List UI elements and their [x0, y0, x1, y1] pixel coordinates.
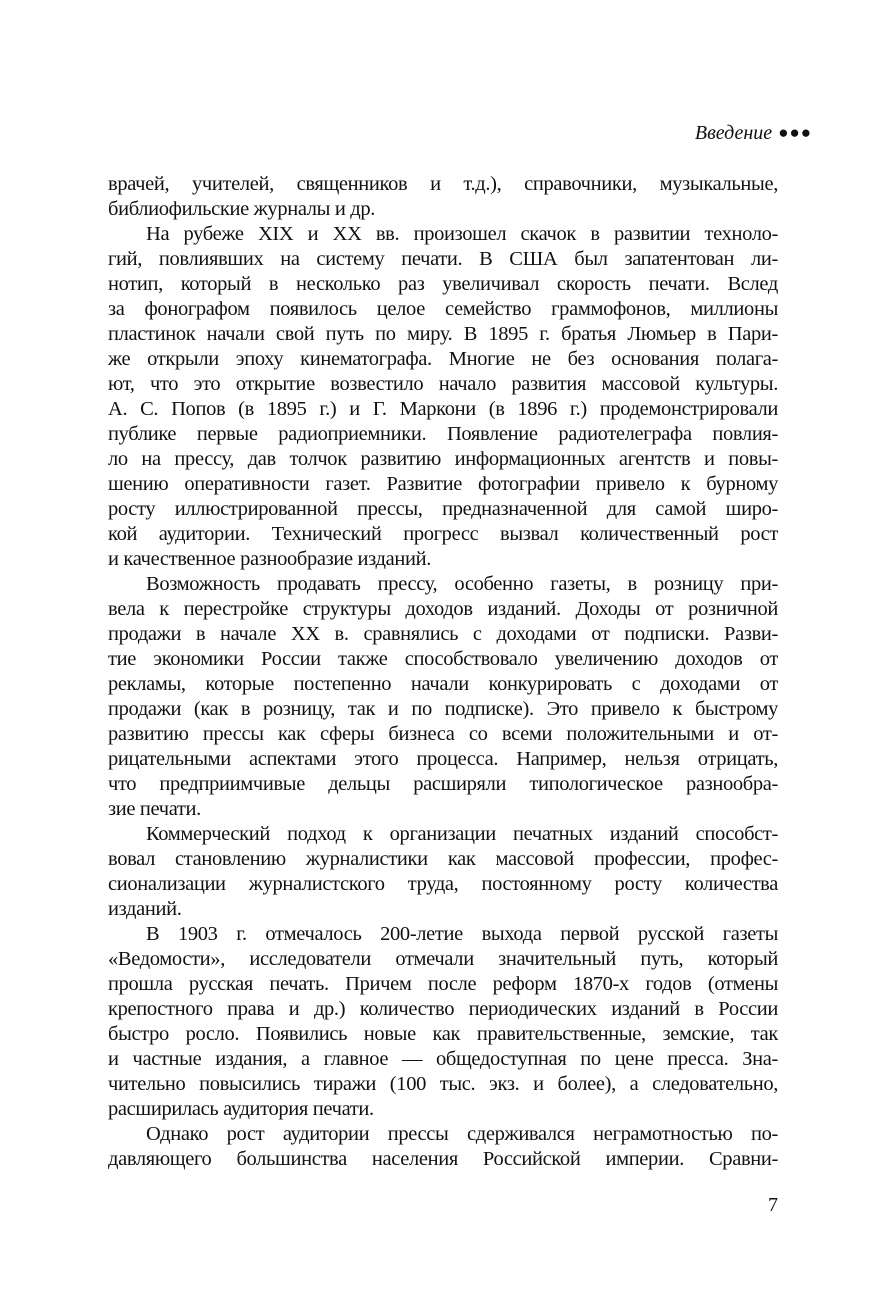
text-line: В 1903 г. отмечалось 200-летие выхода первой русской газеты	[146, 923, 778, 945]
text-line: врачей, учителей, священников и т.д.), справочники, музыкальные,	[108, 173, 778, 195]
text-line: зие печати.	[108, 798, 201, 820]
section-title: Введение	[694, 122, 773, 144]
text-line: крепостного права и др.) количество периодических изданий в России	[108, 998, 778, 1020]
text-line: библиофильские журналы и др.	[108, 198, 376, 220]
text-line: рекламы, которые постепенно начали конкурировать с доходами от	[108, 673, 778, 695]
paragraph	[108, 172, 778, 222]
text-line: Возможность продавать прессу, особенно газеты, в розницу при-	[146, 573, 778, 595]
text-line: На рубеже XIX и XX вв. произошел скачок в развитии техноло-	[146, 223, 778, 245]
text-line: рицательными аспектами этого процесса. Например, нельзя отрицать,	[108, 748, 778, 770]
text-line: расширилась аудитория печати.	[108, 1098, 374, 1120]
text-line: изданий.	[108, 898, 182, 920]
text-line: нотип, который в несколько раз увеличивал скорость печати. Вслед	[108, 273, 778, 295]
text-line: и частные издания, а главное — общедоступная по цене пресса. Зна-	[108, 1048, 778, 1070]
text-line: «Ведомости», исследователи отмечали значительный путь, который	[108, 948, 778, 970]
text-line: публике первые радиоприемники. Появление радиотелеграфа повлия-	[108, 423, 778, 445]
text-line: Коммерческий подход к организации печатных изданий способст-	[146, 823, 778, 845]
text-line: сионализации журналистского труда, постоянному росту количества	[108, 873, 778, 895]
ornament-dots-icon: ●●●	[778, 123, 812, 142]
text-line: вовал становлению журналистики как массовой профессии, профес-	[108, 848, 778, 870]
page-number: 7	[768, 1194, 778, 1216]
paragraph	[108, 572, 778, 822]
text-line: что предприимчивые дельцы расширяли типологическое разнообра-	[108, 773, 778, 795]
text-line: А. С. Попов (в 1895 г.) и Г. Маркони (в 1896 г.) продемонстрировали	[108, 398, 778, 420]
text-line: кой аудитории. Технический прогресс вызвал количественный рост	[108, 523, 778, 545]
text-line: гий, повлиявших на систему печати. В США был запатентован ли-	[108, 248, 778, 270]
paragraph	[108, 1122, 778, 1172]
paragraph	[108, 822, 778, 922]
text-line: ло на прессу, дав толчок развитию информационных агентств и повы-	[108, 448, 778, 470]
text-line: вела к перестройке структуры доходов изданий. Доходы от розничной	[108, 598, 778, 620]
text-line: и качественное разнообразие изданий.	[108, 548, 431, 570]
paragraph	[108, 222, 778, 572]
text-line: ют, что это открытие возвестило начало развития массовой культуры.	[108, 373, 778, 395]
text-line: продажи в начале XX в. сравнялись с доходами от подписки. Разви-	[108, 623, 778, 645]
text-line: продажи (как в розницу, так и по подписке). Это привело к быстрому	[108, 698, 778, 720]
text-line: чительно повысились тиражи (100 тыс. экз. и более), а следовательно,	[108, 1073, 778, 1095]
text-line: росту иллюстрированной прессы, предназначенной для самой широ-	[108, 498, 778, 520]
text-line: же открыли эпоху кинематографа. Многие не без основания полага-	[108, 348, 778, 370]
text-line: быстро росло. Появились новые как правительственные, земские, так	[108, 1023, 778, 1045]
text-line: Однако рост аудитории прессы сдерживался неграмотностью по-	[146, 1123, 778, 1145]
text-line: развитию прессы как сферы бизнеса со всеми положительными и от-	[108, 723, 778, 745]
text-line: давляющего большинства населения Российской империи. Сравни-	[108, 1148, 778, 1170]
page-body	[108, 172, 778, 1172]
paragraph	[108, 922, 778, 1122]
running-head	[695, 118, 812, 148]
text-line: за фонографом появилось целое семейство граммофонов, миллионы	[108, 298, 778, 320]
text-line: тие экономики России также способствовало увеличению доходов от	[108, 648, 778, 670]
text-line: пластинок начали свой путь по миру. В 1895 г. братья Люмьер в Пари-	[108, 323, 778, 345]
text-line: шению оперативности газет. Развитие фотографии привело к бурному	[108, 473, 778, 495]
text-line: прошла русская печать. Причем после реформ 1870-х годов (отмены	[108, 973, 778, 995]
